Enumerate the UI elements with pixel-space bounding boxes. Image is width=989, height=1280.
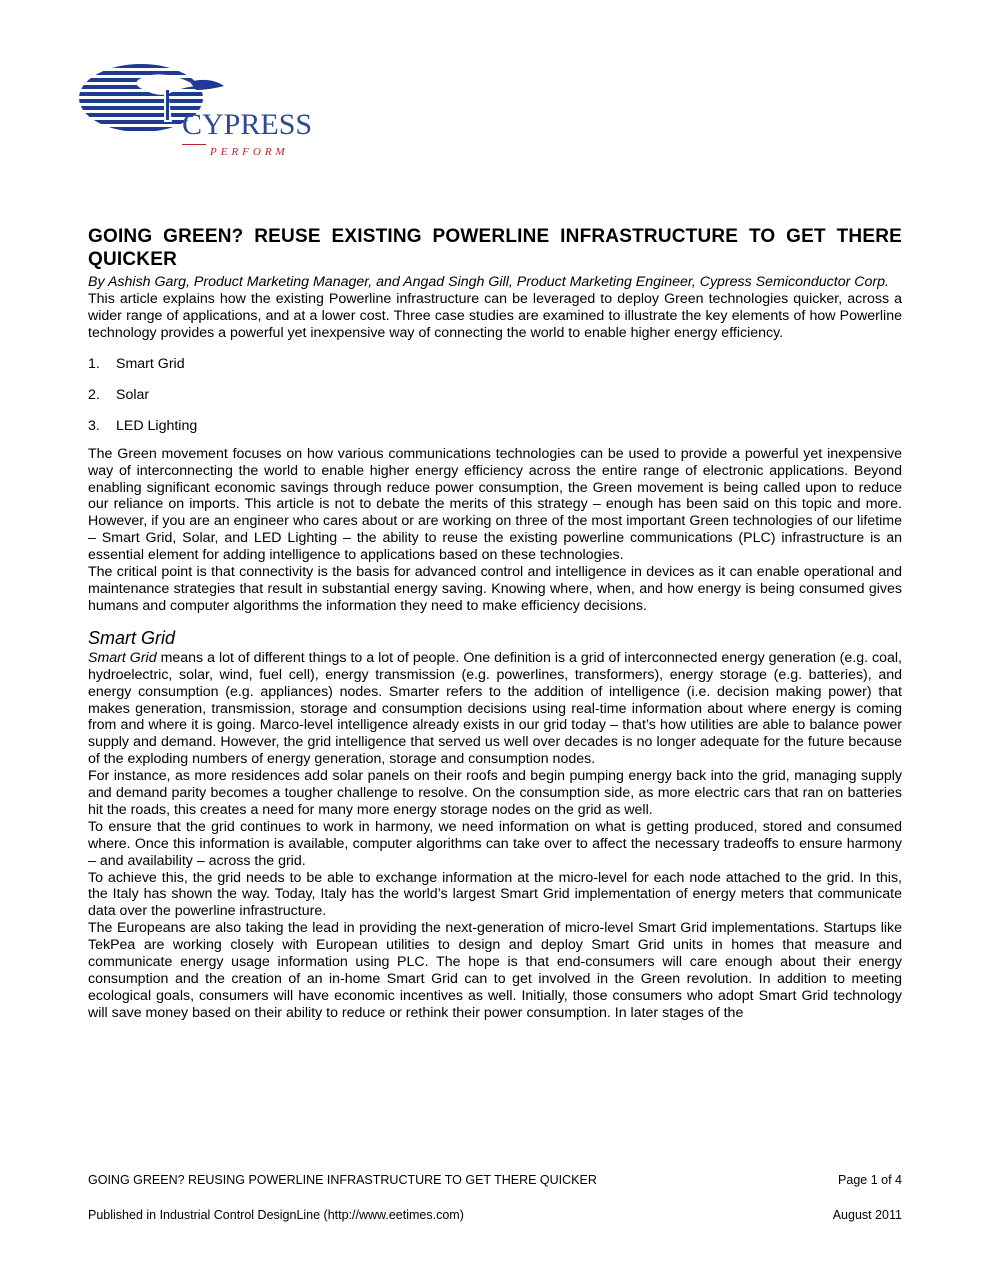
article bbox=[88, 225, 902, 1022]
smart-grid-term: Smart Grid bbox=[88, 649, 157, 666]
article-title: GOING GREEN? REUSE EXISTING POWERLINE INFRASTRUCTURE TO GET THERE QUICKER bbox=[88, 226, 902, 270]
list-item-number: 2. bbox=[88, 386, 100, 403]
smart-grid-paragraph-3: To ensure that the grid continues to work in harmony, we need information on what is getting produced, stored and consumed where. Once this information is available, computer algorithms can take over to affect the necessary tradeoffs to ensure harmony – and availability – across the grid. bbox=[88, 818, 902, 869]
smart-grid-paragraph-1 bbox=[88, 650, 902, 768]
cypress-tree-globe-icon bbox=[78, 60, 318, 160]
list-item bbox=[88, 418, 902, 435]
case-study-list bbox=[88, 356, 902, 435]
list-item-label: LED Lighting bbox=[116, 417, 198, 434]
article-byline: By Ashish Garg, Product Marketing Manager, and Angad Singh Gill, Product Marketing Engineer, Cypress Semiconductor Corp. bbox=[88, 274, 889, 290]
footer-running-title: GOING GREEN? REUSING POWERLINE INFRASTRUCTURE TO GET THERE QUICKER bbox=[88, 1173, 597, 1187]
list-item bbox=[88, 387, 902, 404]
critical-point-paragraph: The critical point is that connectivity is the basis for advanced control and intelligence in devices as it can enable operational and maintenance strategies that result in substantial energy saving. Knowing where, when, and how energy is being consumed gives humans and computer algorithms the information they need to make efficiency decisions. bbox=[88, 564, 902, 614]
footer-publication: Published in Industrial Control DesignLine (http://www.eetimes.com) bbox=[88, 1208, 464, 1222]
list-item-number: 3. bbox=[88, 417, 100, 434]
list-item-label: Smart Grid bbox=[116, 355, 185, 372]
footer-page-number: Page 1 of 4 bbox=[838, 1173, 902, 1187]
logo-tagline: PERFORM bbox=[210, 146, 289, 158]
logo-brand: CYPRESS bbox=[182, 108, 313, 141]
page-footer-publication bbox=[88, 1208, 902, 1222]
list-item bbox=[88, 356, 902, 373]
smart-grid-paragraph-2: For instance, as more residences add solar panels on their roofs and begin pumping energy back into the grid, managing supply and demand parity becomes a tougher challenge to resolve. On the consumption side, as more electric cars that ran on batteries hit the roads, this creates a need for many more energy storage nodes on the grid as well. bbox=[88, 768, 902, 818]
page-footer-running bbox=[88, 1173, 902, 1187]
list-item-label: Solar bbox=[116, 386, 150, 403]
green-movement-paragraph: The Green movement focuses on how various communications technologies can be used to provide a powerful yet inexpensive way of interconnecting the world to enable higher energy efficiency across the entire range of electronic applications. Beyond enabling significant economic savings through reduce power consumption, the Green movement is being called upon to reduce our reliance on imports. This article is not to debate the merits of this strategy – enough has been said on this topic and more. However, if you are an engineer who cares about or are working on three of the most important Green technologies of our lifetime – Smart Grid, Solar, and LED Lighting – the ability to reuse the existing powerline communications (PLC) infrastructure is an essential element for adding intelligence to applications based on these technologies. bbox=[88, 445, 902, 564]
footer-date: August 2011 bbox=[832, 1208, 902, 1222]
cypress-logo bbox=[78, 60, 318, 160]
smart-grid-paragraph-5: The Europeans are also taking the lead in providing the next-generation of micro-level Smart Grid implementations. Startups like TekPea are working closely with European utilities to design and deploy Smart Grid units in homes that measure and communicate energy usage information using PLC. The hope is that end-consumers will care enough about their energy consumption and the creation of an in-home Smart Grid can to get involved in the Green revolution. In addition to meeting ecological goals, consumers will have economic incentives as well. Initially, those consumers who adopt Smart Grid technology will save money based on their ability to reduce or rethink their power consumption. In later stages of the bbox=[88, 920, 902, 1021]
section-heading-smart-grid: Smart Grid bbox=[88, 627, 176, 648]
smart-grid-paragraph-1-text: means a lot of different things to a lot of people. One definition is a grid of interconnected energy generation (e.g. coal, hydroelectric, solar, wind, fuel cell), energy transmission (e.g. powerlines, transformers), energy storage (e.g. batteries), and energy consumption (e.g. appliances) nodes. Smarter refers to the addition of intelligence (i.e. decision making power) that makes generation, transmission, storage and consumption decisions using real-time information about where energy is coming from and where it is going. Marco-level intelligence already exists in our grid today – that’s how utilities are able to balance power supply and demand. However, the grid intelligence that served us well over decades is no longer adequate for the future because of the exploding numbers of energy generation, storage and consumption nodes. bbox=[88, 649, 902, 768]
list-item-number: 1. bbox=[88, 355, 100, 372]
intro-paragraph: This article explains how the existing Powerline infrastructure can be leveraged to deploy Green technologies quicker, across a wider range of applications, and at a lower cost. Three case studies are examined to illustrate the key elements of how Powerline technology provides a powerful yet inexpensive way of connecting the world to enable higher energy efficiency. bbox=[88, 291, 902, 341]
smart-grid-paragraph-4: To achieve this, the grid needs to be able to exchange information at the micro-level for each node attached to the grid. In this, the Italy has shown the way. Today, Italy has the world’s largest Smart Grid implementation of energy meters that communicate data over the powerline infrastructure. bbox=[88, 869, 902, 920]
